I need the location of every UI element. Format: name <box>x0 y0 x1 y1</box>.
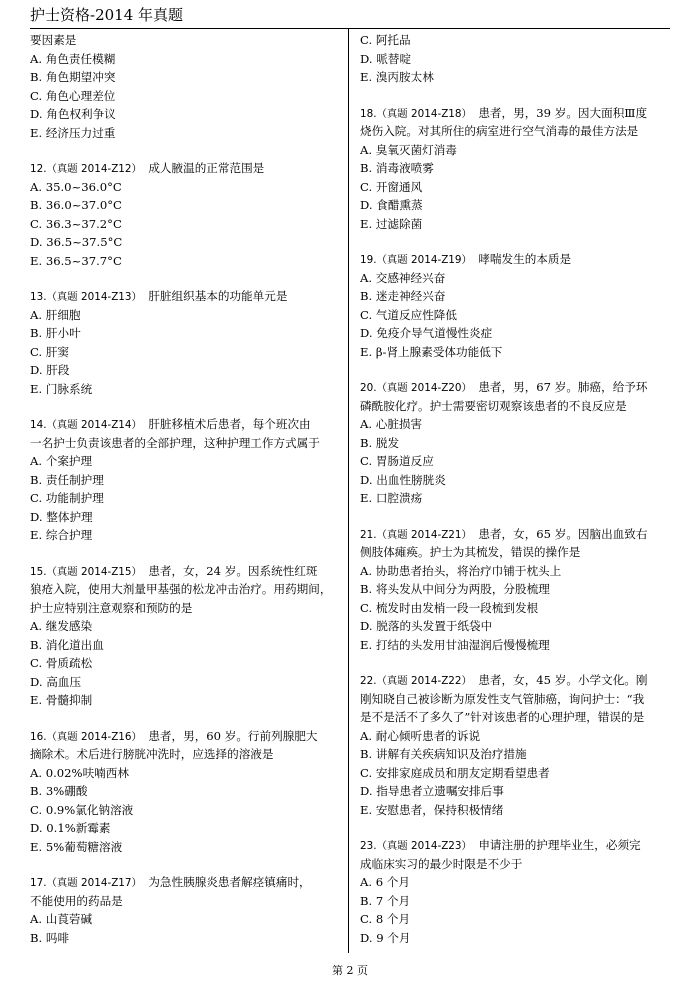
question-number: 13.（真题 2014-Z13） <box>30 291 137 303</box>
question-stem-text: 是不是活不了多久了”针对该患者的心理护理，错误的是 <box>360 710 645 724</box>
answer-option: E. 经济压力过重 <box>30 125 116 140</box>
answer-option: D. 免疫介导气道慢性炎症 <box>360 326 493 340</box>
question-stem-line <box>360 690 672 709</box>
question-stem-line <box>360 104 672 123</box>
header-title: 护士资格-2014 年真题 <box>30 6 184 24</box>
right-column <box>360 31 672 947</box>
question-number: 23.（真题 2014-Z23） <box>360 840 467 852</box>
answer-option: D. 9 个月 <box>360 930 411 945</box>
question-stem-line <box>360 671 672 690</box>
answer-option: D. 0.1%新霉素 <box>30 821 111 835</box>
question-stem-text: 患者，女，24 岁。因系统性红斑 <box>136 563 318 578</box>
question-stem-line <box>360 543 672 562</box>
question-stem-text: 患者，女，45 岁。小学文化。刚 <box>466 673 648 687</box>
question-block <box>30 415 340 545</box>
answer-option: B. 消毒液喷雾 <box>360 161 434 175</box>
answer-option: B. 将头发从中间分为两股，分股梳理 <box>360 582 550 596</box>
question-stem-line <box>30 873 340 892</box>
question-stem-text: 哮喘发生的本质是 <box>466 252 572 266</box>
question-number: 19.（真题 2014-Z19） <box>360 254 467 266</box>
answer-option: D. 36.5~37.5°C <box>30 235 123 249</box>
question-stem-line <box>30 159 340 178</box>
question-stem-text: 患者，男，60 岁。行前列腺肥大 <box>136 728 318 743</box>
answer-option: B. 讲解有关疾病知识及治疗措施 <box>360 747 527 761</box>
answer-option: C. 8 个月 <box>360 912 411 926</box>
question-stem-line <box>360 836 672 855</box>
answer-option: D. 高血压 <box>30 674 82 689</box>
answer-option: A. 协助患者抬头，将治疗巾铺于枕头上 <box>360 563 562 578</box>
answer-option: B. 脱发 <box>360 435 400 450</box>
answer-option: C. 安排家庭成员和朋友定期看望患者 <box>360 765 550 780</box>
question-block <box>30 562 340 710</box>
question-stem-text: 患者，男，39 岁。因大面积Ⅲ度 <box>466 105 648 120</box>
question-block <box>360 836 672 947</box>
answer-option: C. 36.3~37.2°C <box>30 216 122 231</box>
page-header <box>30 4 670 26</box>
answer-option: A. 个案护理 <box>30 454 93 468</box>
question-number: 17.（真题 2014-Z17） <box>30 877 137 889</box>
answer-option: A. 肝细胞 <box>30 307 81 322</box>
question-stem-line <box>30 745 340 764</box>
question-stem-text: 不能使用的药品是 <box>30 893 123 908</box>
answer-option: C. 梳发时由发梢一段一段梳到发根 <box>360 600 539 615</box>
answer-option: B. 消化道出血 <box>30 637 104 652</box>
answer-option: D. 整体护理 <box>30 509 93 524</box>
question-gap <box>360 361 672 378</box>
answer-option: A. 臭氧灭菌灯消毒 <box>360 142 457 157</box>
answer-option: B. 迷走神经兴奋 <box>360 289 446 303</box>
question-stem-text: 肝脏组织基本的功能单元是 <box>136 289 288 303</box>
question-block <box>360 104 672 234</box>
question-number: 20.（真题 2014-Z20） <box>360 382 467 394</box>
question-stem-line <box>30 580 340 599</box>
answer-option: D. 食醋熏蒸 <box>360 198 423 212</box>
question-gap <box>30 270 340 287</box>
question-block <box>30 159 340 270</box>
question-stem-text: 摘除术。术后进行膀胱冲洗时，应选择的溶液是 <box>30 747 274 761</box>
answer-option: C. 开窗通风 <box>360 179 423 194</box>
question-stem-line <box>30 562 340 581</box>
answer-option: D. 哌替啶 <box>360 51 412 66</box>
question-stem-text: 要因素是 <box>30 33 77 47</box>
question-block <box>30 873 340 947</box>
question-stem-text: 护士应特别注意观察和预防的是 <box>30 600 193 615</box>
answer-option: C. 功能制护理 <box>30 491 104 505</box>
answer-option: B. 肝小叶 <box>30 326 81 340</box>
question-stem-line <box>360 708 672 727</box>
question-number: 14.（真题 2014-Z14） <box>30 419 137 431</box>
question-stem-line <box>30 727 340 746</box>
answer-option: E. 36.5~37.7°C <box>30 253 122 268</box>
question-stem-line <box>360 855 672 874</box>
question-stem-line <box>30 31 340 50</box>
question-number: 15.（真题 2014-Z15） <box>30 565 137 578</box>
question-stem-line <box>30 892 340 911</box>
question-gap <box>360 233 672 250</box>
question-block <box>30 727 340 857</box>
answer-option: E. 口腔溃疡 <box>360 491 423 505</box>
question-block <box>360 378 672 508</box>
answer-option: A. 山莨菪碱 <box>30 912 93 926</box>
answer-option: D. 角色权利争议 <box>30 107 116 121</box>
answer-option: B. 36.0~37.0°C <box>30 198 122 212</box>
question-block <box>30 287 340 398</box>
answer-option: D. 出血性膀胱炎 <box>360 472 446 487</box>
question-stem-text: 肝脏移植术后患者，每个班次由 <box>136 417 311 431</box>
column-divider <box>348 29 349 953</box>
question-block <box>360 671 672 819</box>
question-stem-line <box>30 434 340 453</box>
answer-option: C. 肝窦 <box>30 344 70 359</box>
answer-option: B. 责任制护理 <box>30 472 104 487</box>
question-stem-text: 为急性胰腺炎患者解痉镇痛时， <box>136 875 311 889</box>
question-stem-line <box>360 525 672 544</box>
question-stem-line <box>360 378 672 397</box>
answer-option: E. 5%葡萄糖溶液 <box>30 839 123 854</box>
answer-option: A. 6 个月 <box>360 875 410 889</box>
question-stem-text: 患者，男，67 岁。肺癌，给予环 <box>466 380 648 394</box>
answer-option: A. 继发感染 <box>30 619 93 633</box>
question-gap <box>30 545 340 562</box>
answer-option: E. 综合护理 <box>30 528 93 542</box>
answer-option: D. 脱落的头发置于纸袋中 <box>360 619 493 633</box>
answer-option: A. 耐心倾听患者的诉说 <box>360 728 481 743</box>
answer-option: E. 溴丙胺太林 <box>360 70 434 84</box>
question-gap <box>360 508 672 525</box>
question-block <box>360 250 672 361</box>
answer-option: A. 角色责任模糊 <box>30 51 116 66</box>
question-stem-text: 侧肢体瘫痪。护士为其梳发，错误的操作是 <box>360 545 581 559</box>
answer-option: C. 阿托品 <box>360 33 411 47</box>
answer-option: B. 7 个月 <box>360 893 411 908</box>
answer-option: B. 角色期望冲突 <box>30 70 116 84</box>
answer-option: E. 过滤除菌 <box>360 216 423 231</box>
question-stem-line <box>360 250 672 269</box>
question-gap <box>360 87 672 104</box>
answer-option: E. 骨髓抑制 <box>30 693 93 707</box>
question-block <box>360 525 672 655</box>
question-number: 21.（真题 2014-Z21） <box>360 528 467 541</box>
question-gap <box>30 142 340 159</box>
answer-option: C. 气道反应性降低 <box>360 307 457 322</box>
question-stem-text: 烧伤入院。对其所住的病室进行空气消毒的最佳方法是 <box>360 124 639 138</box>
question-stem-text: 一名护士负责该患者的全部护理，这种护理工作方式属于 <box>30 435 320 450</box>
answer-option: C. 骨质疏松 <box>30 656 93 670</box>
answer-option: D. 肝段 <box>30 363 70 377</box>
answer-option: B. 吗啡 <box>30 930 70 945</box>
question-stem-line <box>360 397 672 416</box>
question-gap <box>30 856 340 873</box>
question-stem-text: 狼疮入院，使用大剂量甲基强的松龙冲击治疗。用药期间， <box>30 582 332 596</box>
question-continuation <box>360 31 672 87</box>
question-stem-text: 成临床实习的最少时限是不少于 <box>360 856 523 871</box>
answer-option: C. 0.9%氯化钠溶液 <box>30 802 134 817</box>
answer-option: B. 3%硼酸 <box>30 784 88 798</box>
answer-option: C. 角色心理差位 <box>30 88 116 103</box>
answer-option: A. 0.02%呋喃西林 <box>30 765 129 780</box>
question-number: 18.（真题 2014-Z18） <box>360 107 467 120</box>
question-number: 16.（真题 2014-Z16） <box>30 730 137 743</box>
question-continuation <box>30 31 340 142</box>
question-stem-text: 成人腋温的正常范围是 <box>136 161 265 175</box>
question-gap <box>30 398 340 415</box>
question-stem-line <box>30 415 340 434</box>
question-stem-text: 刚知晓自己被诊断为原发性支气管肺癌，询问护士：“我 <box>360 691 645 706</box>
answer-option: E. 安慰患者，保持积极情绪 <box>360 802 504 817</box>
answer-option: D. 指导患者立遗嘱安排后事 <box>360 784 504 798</box>
question-stem-text: 患者，女，65 岁。因脑出血致右 <box>466 526 648 541</box>
answer-option: A. 交感神经兴奋 <box>360 270 446 285</box>
question-stem-text: 申请注册的护理毕业生，必须完 <box>466 838 641 852</box>
answer-option: E. β-肾上腺素受体功能低下 <box>360 344 503 359</box>
question-stem-line <box>30 287 340 306</box>
question-number: 22.（真题 2014-Z22） <box>360 675 467 687</box>
question-gap <box>30 710 340 727</box>
left-column <box>30 31 340 947</box>
question-number: 12.（真题 2014-Z12） <box>30 163 137 175</box>
question-gap <box>360 819 672 836</box>
answer-option: A. 心脏损害 <box>360 417 423 431</box>
answer-option: C. 胃肠道反应 <box>360 454 434 468</box>
question-stem-line <box>360 122 672 141</box>
answer-option: E. 门脉系统 <box>30 381 93 396</box>
page-footer: 第 2 页 <box>332 964 368 977</box>
header-rule <box>30 28 670 29</box>
question-gap <box>360 654 672 671</box>
answer-option: A. 35.0~36.0°C <box>30 179 122 194</box>
question-stem-line <box>30 599 340 618</box>
question-stem-text: 磷酰胺化疗。护士需要密切观察该患者的不良反应是 <box>360 398 627 413</box>
answer-option: E. 打结的头发用甘油湿润后慢慢梳理 <box>360 637 550 652</box>
